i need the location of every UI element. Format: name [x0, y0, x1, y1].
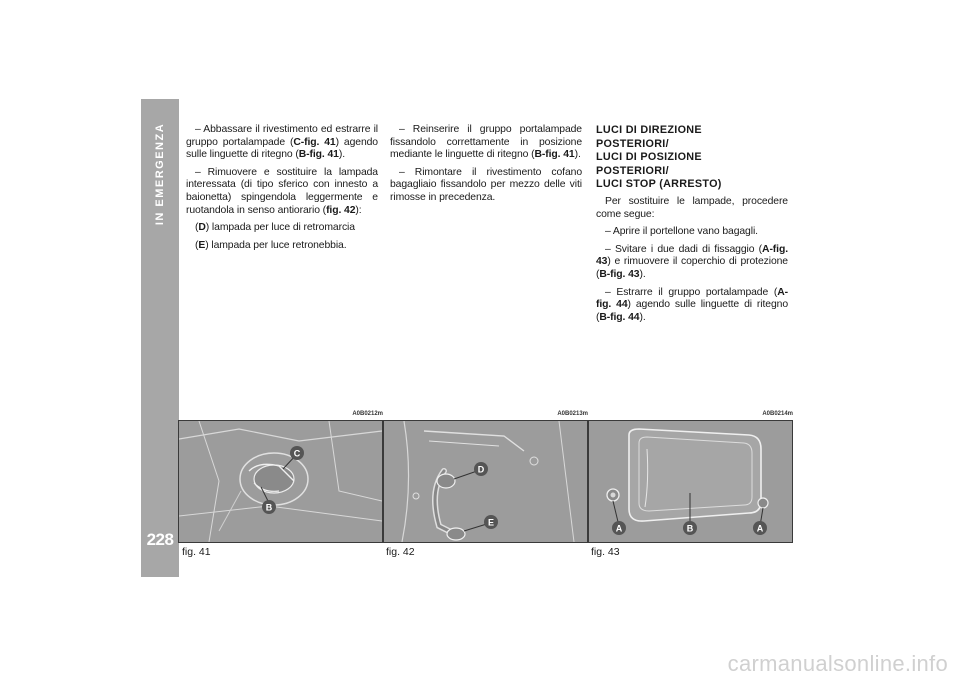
- paragraph: – Rimontare il rivestimento cofano bagagliaio fissandolo per mezzo delle viti rimosse in precedenza.: [390, 166, 582, 203]
- figure-reference: A-fig. 43: [596, 243, 788, 268]
- page-number: 228: [146, 530, 174, 549]
- text-column-2: [390, 124, 582, 210]
- lamp-holder-illustration: [179, 421, 382, 542]
- figure-reference: fig. 42: [326, 204, 356, 216]
- figure-reference: B-fig. 44: [599, 311, 640, 323]
- watermark: carmanualsonline.info: [727, 651, 948, 676]
- lamp-cluster-illustration: [384, 421, 587, 542]
- callout-d: D: [477, 464, 485, 475]
- figure-code: A0B0213m: [557, 411, 588, 417]
- paragraph: – Svitare i due dadi di fissaggio (A-fig. 43) e rimuovere il coperchio di protezione (B-fig. 43).: [596, 243, 788, 280]
- figure-42-image: [383, 420, 588, 543]
- protective-cover-illustration: [589, 421, 792, 542]
- figure-code: A0B0212m: [352, 411, 383, 417]
- text-column-1: [186, 124, 378, 257]
- list-item: (E) lampada per luce retronebbia.: [195, 239, 347, 251]
- figure-code: A0B0214m: [762, 411, 793, 417]
- paragraph: – Estrarre il gruppo portalampade (A-fig. 44) agendo sulle linguette di ritegno (B-fig. 44).: [596, 286, 788, 323]
- callout-b: B: [265, 502, 273, 513]
- figure-reference: C-fig. 41: [293, 136, 336, 148]
- figure-caption: fig. 42: [386, 546, 415, 558]
- callout-b: B: [686, 523, 694, 534]
- paragraph: – Aprire il portellone vano bagagli.: [605, 226, 758, 238]
- section-title: IN EMERGENZA: [154, 122, 166, 226]
- list-item: (D) lampada per luce di retromarcia: [195, 222, 355, 234]
- text-column-3: [596, 124, 788, 329]
- callout-a-right: A: [756, 523, 764, 534]
- section-heading: LUCI DI DIREZIONE POSTERIORI/ LUCI DI POSIZIONE POSTERIORI/ LUCI STOP (ARRESTO): [596, 124, 722, 191]
- figure-reference: B-fig. 43: [599, 268, 640, 280]
- figure-caption: fig. 41: [182, 546, 211, 558]
- figure-caption: fig. 43: [591, 546, 620, 558]
- figure-reference: A-fig. 44: [596, 286, 788, 311]
- paragraph: Per sostituire le lampade, procedere come segue:: [596, 195, 788, 220]
- callout-e: E: [487, 517, 495, 528]
- callout-c: C: [293, 448, 301, 459]
- paragraph: – Reinserire il gruppo portalampade fissandolo correttamente in posizione mediante le linguette di ritegno (B-fig. 41).: [390, 124, 582, 161]
- paragraph: – Abbassare il rivestimento ed estrarre il gruppo portalampade (C-fig. 41) agendo sulle linguette di ritegno (B-fig. 41).: [186, 124, 378, 161]
- figure-43-image: [588, 420, 793, 543]
- figure-reference: B-fig. 41: [298, 149, 339, 161]
- callout-a-left: A: [615, 523, 623, 534]
- figure-41-image: [178, 420, 383, 543]
- figure-reference: B-fig. 41: [534, 149, 575, 161]
- paragraph: – Rimuovere e sostituire la lampada interessata (di tipo sferico con innesto a baionetta) spingendola leggermente e ruotandola in senso antiorario (fig. 42):: [186, 166, 378, 216]
